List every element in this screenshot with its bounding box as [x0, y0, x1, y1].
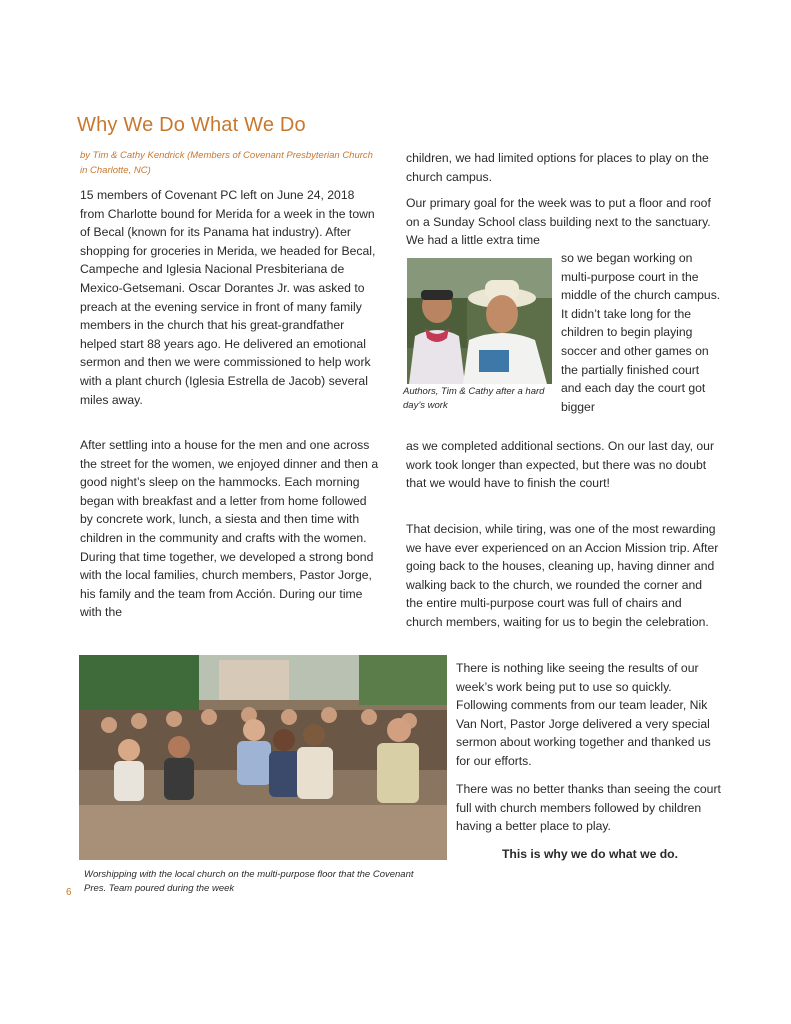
paragraph-3-start: Our primary goal for the week was to put a floor and roof on a Sunday School class building next to the sanctuary. We had a little extra time — [406, 196, 711, 248]
worship-photo-caption: Worshipping with the local church on the multi-purpose floor that the Covenant Pres. Team poured during the week — [84, 869, 414, 894]
article-byline: by Tim & Cathy Kendrick (Members of Covenant Presbyterian Church in Charlotte, NC) — [80, 150, 373, 176]
paragraph-5: There is nothing like seeing the results of our week’s work being put to use so quickly. Following comments from our team leader, Nik Van Nort, Pastor Jorge delivered a very special sermon about working together and thanked us for our efforts. — [456, 661, 711, 768]
paragraph-6: There was no better thanks than seeing the court full with church members followed by children having a better place to play. — [456, 782, 721, 834]
paragraph-1: 15 members of Covenant PC left on June 24, 2018 from Charlotte bound for Merida for a week in the town of Becal (known for its Panama hat industry). After shopping for groceries in Merida, we headed for Becal, Campeche and Iglesia Nacional Presbiteriana de Mexico-Getsemani. Oscar Dorantes Jr. was asked to preach at the evening service in front of many family members in the church that his great-grandfather helped start 88 years ago. He delivered an emotional sermon and then we were commissioned to help work with a plant church (Iglesia Estrella de Jacob) several miles away. — [80, 188, 376, 407]
closing-statement: This is why we do what we do. — [501, 847, 679, 861]
paragraph-3-end: as we completed additional sections. On our last day, our work took longer than expected, but there was no doubt that we would have to finish the court! — [406, 439, 715, 491]
article-title: Why We Do What We Do — [77, 114, 306, 136]
authors-photo — [407, 258, 552, 384]
paragraph-4: That decision, while tiring, was one of the most rewarding we have ever experienced on an Accion Mission trip. After going back to the houses, cleaning up, having dinner and walking back to the church, we rounded the corner and the entire multi-purpose court was full of chairs and church members, waiting for us to begin the celebration. — [406, 522, 719, 629]
paragraph-3-wrapped: so we began working on multi-purpose court in the middle of the church campus. It didn’t take long for the children to begin playing soccer and other games on the partially finished court and each day the court got bigger — [561, 251, 721, 414]
paragraph-2-continued: children, we had limited options for places to play on the church campus. — [406, 151, 709, 184]
authors-photo-image — [407, 258, 552, 384]
paragraph-2: After settling into a house for the men and one across the street for the women, we enjoyed dinner and then a good night’s sleep on the hammocks. Each morning began with breakfast and a letter from home followed by concrete work, lunch, a siesta and then time with children in the community and crafts with the women. During that time together, we developed a strong bond with the local families, church members, Pastor Jorge, his family and the team from Acción. During our time with the — [80, 438, 379, 620]
page-number: 6 — [66, 887, 72, 898]
authors-photo-caption: Authors, Tim & Cathy after a hard day’s work — [403, 386, 545, 411]
worship-photo-image — [79, 655, 447, 860]
worship-photo — [79, 655, 447, 860]
